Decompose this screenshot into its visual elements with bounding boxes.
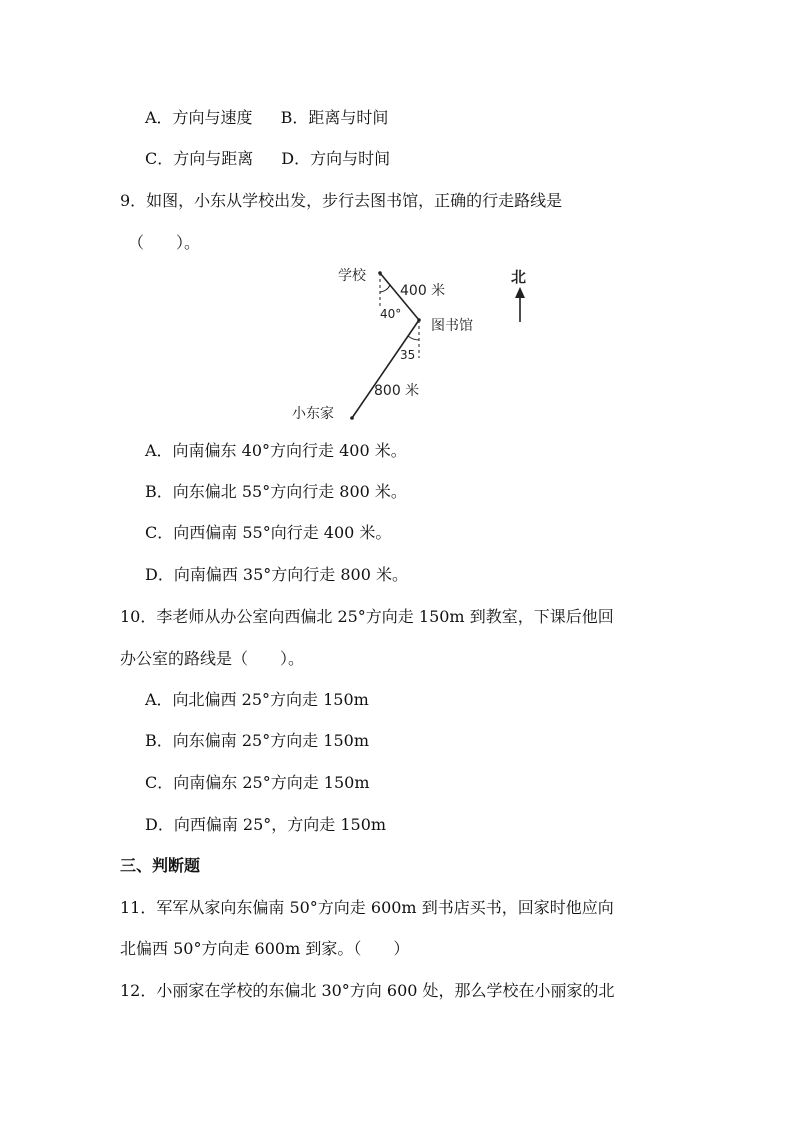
label-library: 图书馆 [431,318,473,334]
label-angle1: 40° [380,307,402,321]
label-dist1: 400 米 [400,283,446,299]
q8-option-b: B．距离与时间 [280,108,389,127]
q10-stem-line1: 10．李老师从办公室向西偏北 25°方向走 150m 到教室，下课后他回 [120,607,614,626]
q10-stem-line2: 办公室的路线是（ ）。 [120,649,305,668]
label-north: 北 [511,268,527,286]
q8-option-a: A．方向与速度 [145,108,253,127]
label-home: 小东家 [292,406,334,422]
q9-stem-line2: （ ）。 [128,233,201,252]
q10-option-a: A．向北偏西 25°方向走 150m [145,690,369,709]
route-library-home [352,320,419,418]
q11-line1: 11．军军从家向东偏南 50°方向走 600m 到书店买书，回家时他应向 [120,898,614,917]
q8-option-d: D．方向与时间 [281,149,391,168]
label-school: 学校 [338,268,366,284]
label-dist2: 800 米 [374,383,420,399]
q9-stem-line1: 9．如图，小东从学校出发，步行去图书馆，正确的行走路线是 [120,191,563,210]
label-angle2: 35 [400,348,416,362]
q9-option-b: B．向东偏北 55°方向行走 800 米。 [145,482,407,501]
q9-route-diagram [292,258,550,428]
q8-options-row1 [145,107,388,129]
home-point [350,416,354,420]
q9-option-c: C．向西偏南 55°向行走 400 米。 [145,523,392,542]
q10-option-c: C．向南偏东 25°方向走 150m [145,773,370,792]
angle-arc-40 [380,285,390,292]
q12-line1: 12．小丽家在学校的东偏北 30°方向 600 处，那么学校在小丽家的北 [120,981,615,1000]
q11-line2: 北偏西 50°方向走 600m 到家。（ ） [120,939,410,958]
q9-option-d: D．向南偏西 35°方向行走 800 米。 [145,565,408,584]
q9-option-a: A．向南偏东 40°方向行走 400 米。 [145,441,407,460]
q10-option-b: B．向东偏南 25°方向走 150m [145,731,370,750]
q8-options-row2 [145,148,390,170]
section-title-judgement: 三、判断题 [120,856,201,875]
angle-arc-35 [408,336,419,340]
q8-option-c: C．方向与距离 [145,149,254,168]
north-arrow-icon [515,287,525,298]
q10-option-d: D．向西偏南 25°，方向走 150m [145,815,387,834]
